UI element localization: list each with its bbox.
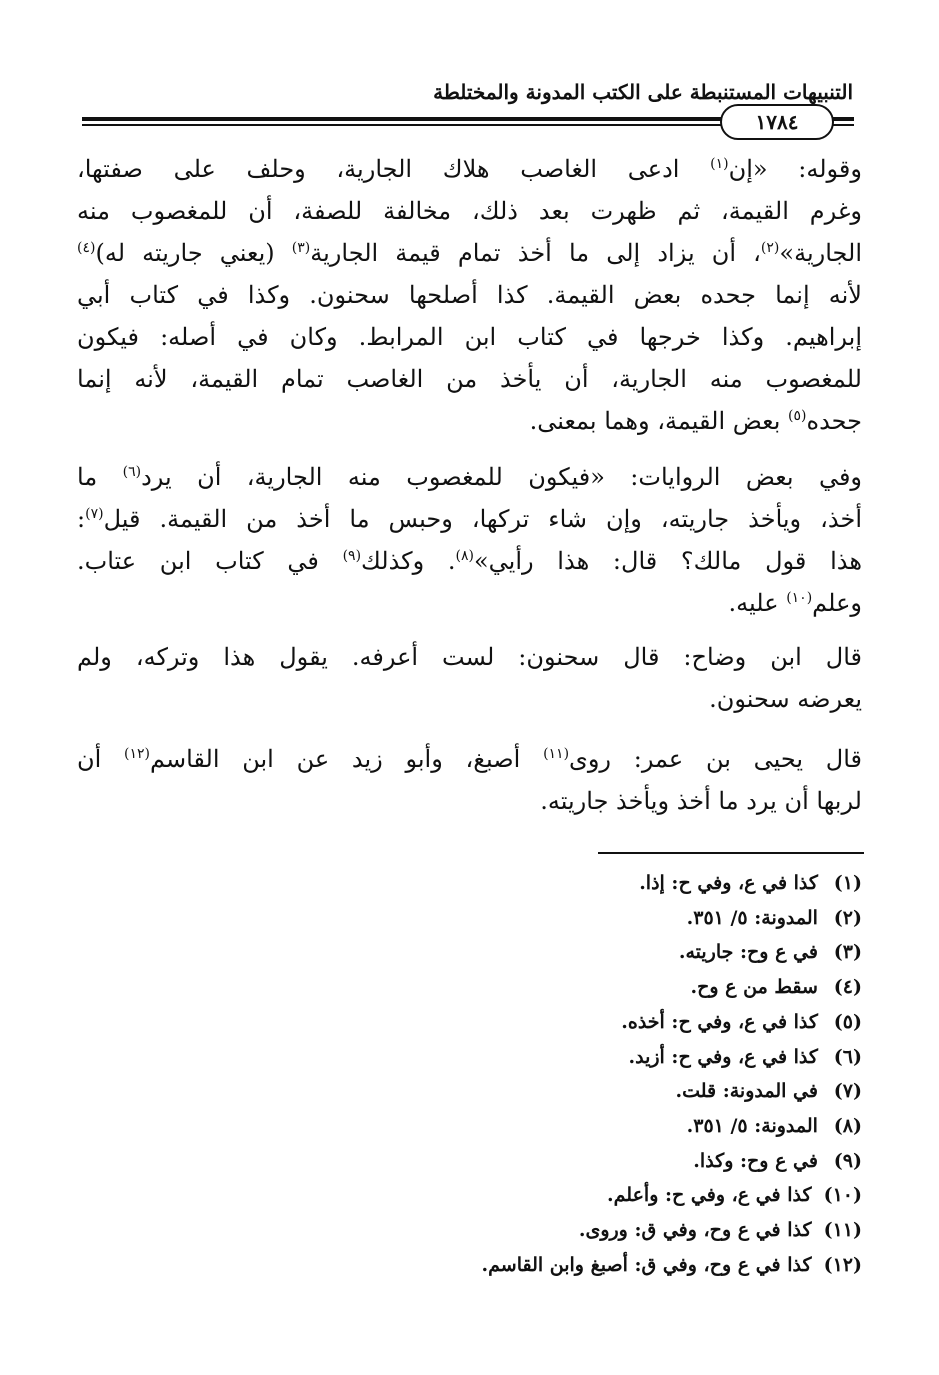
footnote-number: (٥) — [833, 1010, 862, 1033]
paragraph-3 — [77, 636, 862, 720]
footnote-item — [162, 901, 862, 936]
text-segment: ادعى الغاصب هلاك الجارية، وحلف على صفتها، — [77, 155, 711, 183]
footnote-marker: (٢) — [760, 240, 780, 256]
text-line — [77, 540, 862, 582]
page-number-badge: ١٧٨٤ — [720, 104, 834, 140]
text-line — [77, 400, 862, 442]
text-line — [77, 456, 862, 498]
footnote-item — [162, 1178, 862, 1213]
footnote-item — [162, 1144, 862, 1179]
footnote-separator — [598, 852, 864, 854]
text-segment: قال يحيى بن عمر: روى — [569, 745, 863, 773]
footnote-text: كذا في ع، وفي ح: أزيد. — [628, 1045, 818, 1068]
footnote-text: في ع وح: وكذا. — [693, 1149, 818, 1172]
footnote-marker: (١١) — [543, 746, 570, 762]
paragraph-2 — [77, 456, 862, 624]
footnote-text: كذا في ع، وفي ح: وأعلم. — [607, 1184, 812, 1207]
footnote-text: كذا في ع، وفي ح: أخذه. — [621, 1010, 818, 1033]
text-line — [77, 190, 862, 232]
text-segment: الجارية» — [779, 239, 862, 267]
text-segment: أخذ، ويأخذ جاريته، وإن شاء تركها، وحبس ما أخذ من القيمة. قيل — [103, 505, 862, 533]
text-segment: وقوله: «إن — [728, 155, 862, 183]
text-segment: عليه. — [728, 589, 787, 617]
text-segment: لربها أن يرد ما أخذ ويأخذ جاريته. — [540, 787, 862, 815]
text-line — [77, 780, 862, 822]
footnotes — [162, 866, 862, 1282]
footnote-marker: (١٠) — [786, 590, 813, 606]
text-segment: بعض القيمة، وهما بمعنى. — [529, 407, 789, 435]
running-header-title: التنبيهات المستنبطة على الكتب المدونة والمختلطة — [433, 80, 853, 104]
text-line — [77, 678, 862, 720]
text-segment: (يعني جاريته له) — [95, 239, 292, 267]
footnote-text: في ع وح: جاريته. — [678, 941, 818, 964]
text-segment: يعرضه سحنون. — [709, 685, 862, 713]
footnote-text: كذا في ع وح، وفي ق: وروى. — [578, 1219, 812, 1242]
footnote-marker: (٥) — [788, 408, 807, 424]
footnote-text: في المدونة: قلت. — [675, 1080, 818, 1103]
footnote-item — [162, 1109, 862, 1144]
footnote-item — [162, 866, 862, 901]
footnote-item — [162, 1005, 862, 1040]
text-line — [77, 148, 862, 190]
text-segment: ، أن يزاد إلى ما أخذ تمام قيمة الجارية — [310, 239, 761, 267]
text-segment: وعلم — [812, 589, 862, 617]
footnote-text: المدونة: ٥/ ٣٥١. — [686, 906, 818, 929]
text-line — [77, 316, 862, 358]
text-line — [77, 274, 862, 316]
footnote-text: كذا في ع، وفي ح: إذا. — [639, 872, 818, 894]
text-segment: وغرم القيمة، ثم ظهرت بعد ذلك، مخالفة للصفة، أن للمغصوب منه — [77, 197, 862, 225]
text-line — [77, 498, 862, 540]
footnote-marker: (٤) — [77, 240, 96, 256]
footnote-marker: (٩) — [342, 548, 362, 564]
footnote-marker: (٣) — [291, 240, 311, 256]
text-line — [77, 358, 862, 400]
text-segment: أصبغ، وأبو زيد عن ابن القاسم — [150, 745, 544, 773]
footnote-number: (٢) — [833, 906, 862, 929]
text-line — [77, 582, 862, 624]
footnote-marker: (١) — [710, 156, 729, 172]
footnote-item — [162, 1040, 862, 1075]
footnote-number: (٣) — [833, 941, 862, 964]
footnote-marker: (١٢) — [124, 746, 150, 762]
footnote-marker: (٦) — [122, 464, 142, 480]
footnote-number: (٨) — [833, 1114, 862, 1137]
footnote-item — [162, 1074, 862, 1109]
text-segment: وفي بعض الروايات: «فيكون للمغصوب منه الجارية، أن يرد — [141, 463, 863, 491]
footnote-number: (٤) — [833, 976, 862, 999]
text-segment: : — [77, 505, 86, 533]
footnote-item — [162, 1213, 862, 1248]
text-segment: لأنه إنما جحده بعض القيمة. كذا أصلحها سحنون. وكذا في كتاب أبي — [77, 281, 862, 309]
text-segment: للمغصوب منه الجارية، أن يأخذ من الغاصب تمام القيمة، لأنه إنما — [77, 365, 862, 393]
footnote-text: كذا في ع وح، وفي ق: أصبغ وابن القاسم. — [481, 1253, 812, 1276]
text-segment: . وكذلك — [361, 547, 456, 575]
text-line — [77, 636, 862, 678]
footnote-number: (٦) — [833, 1045, 862, 1068]
text-segment: ما — [77, 463, 123, 491]
text-line — [77, 232, 862, 274]
footnote-item — [162, 1248, 862, 1283]
footnote-number: (١٢) — [823, 1253, 862, 1276]
text-line — [77, 738, 862, 780]
text-segment: هذا قول مالك؟ قال: هذا رأيي» — [473, 547, 862, 575]
footnote-item — [162, 935, 862, 970]
footnote-marker: (٧) — [85, 506, 104, 522]
paragraph-4 — [77, 738, 862, 822]
footnote-number: (١) — [833, 872, 862, 894]
footnote-number: (٧) — [833, 1080, 862, 1103]
text-segment: قال ابن وضاح: قال سحنون: لست أعرفه. يقول هذا وتركه، ولم — [77, 643, 862, 671]
footnote-number: (١٠) — [823, 1184, 862, 1207]
text-segment: أن — [77, 745, 125, 773]
text-segment: في كتاب ابن عتاب. — [77, 547, 343, 575]
paragraph-1 — [77, 148, 862, 442]
footnote-number: (٩) — [833, 1149, 862, 1172]
footnote-number: (١١) — [823, 1219, 862, 1242]
text-segment: جحده — [806, 407, 862, 435]
footnote-marker: (٨) — [455, 548, 474, 564]
footnote-text: سقط من ع وح. — [690, 976, 818, 999]
footnote-text: المدونة: ٥/ ٣٥١. — [686, 1114, 818, 1137]
footnote-item — [162, 970, 862, 1005]
text-segment: إبراهيم. وكذا خرجها في كتاب ابن المرابط. وكان في أصله: فيكون — [77, 323, 862, 351]
